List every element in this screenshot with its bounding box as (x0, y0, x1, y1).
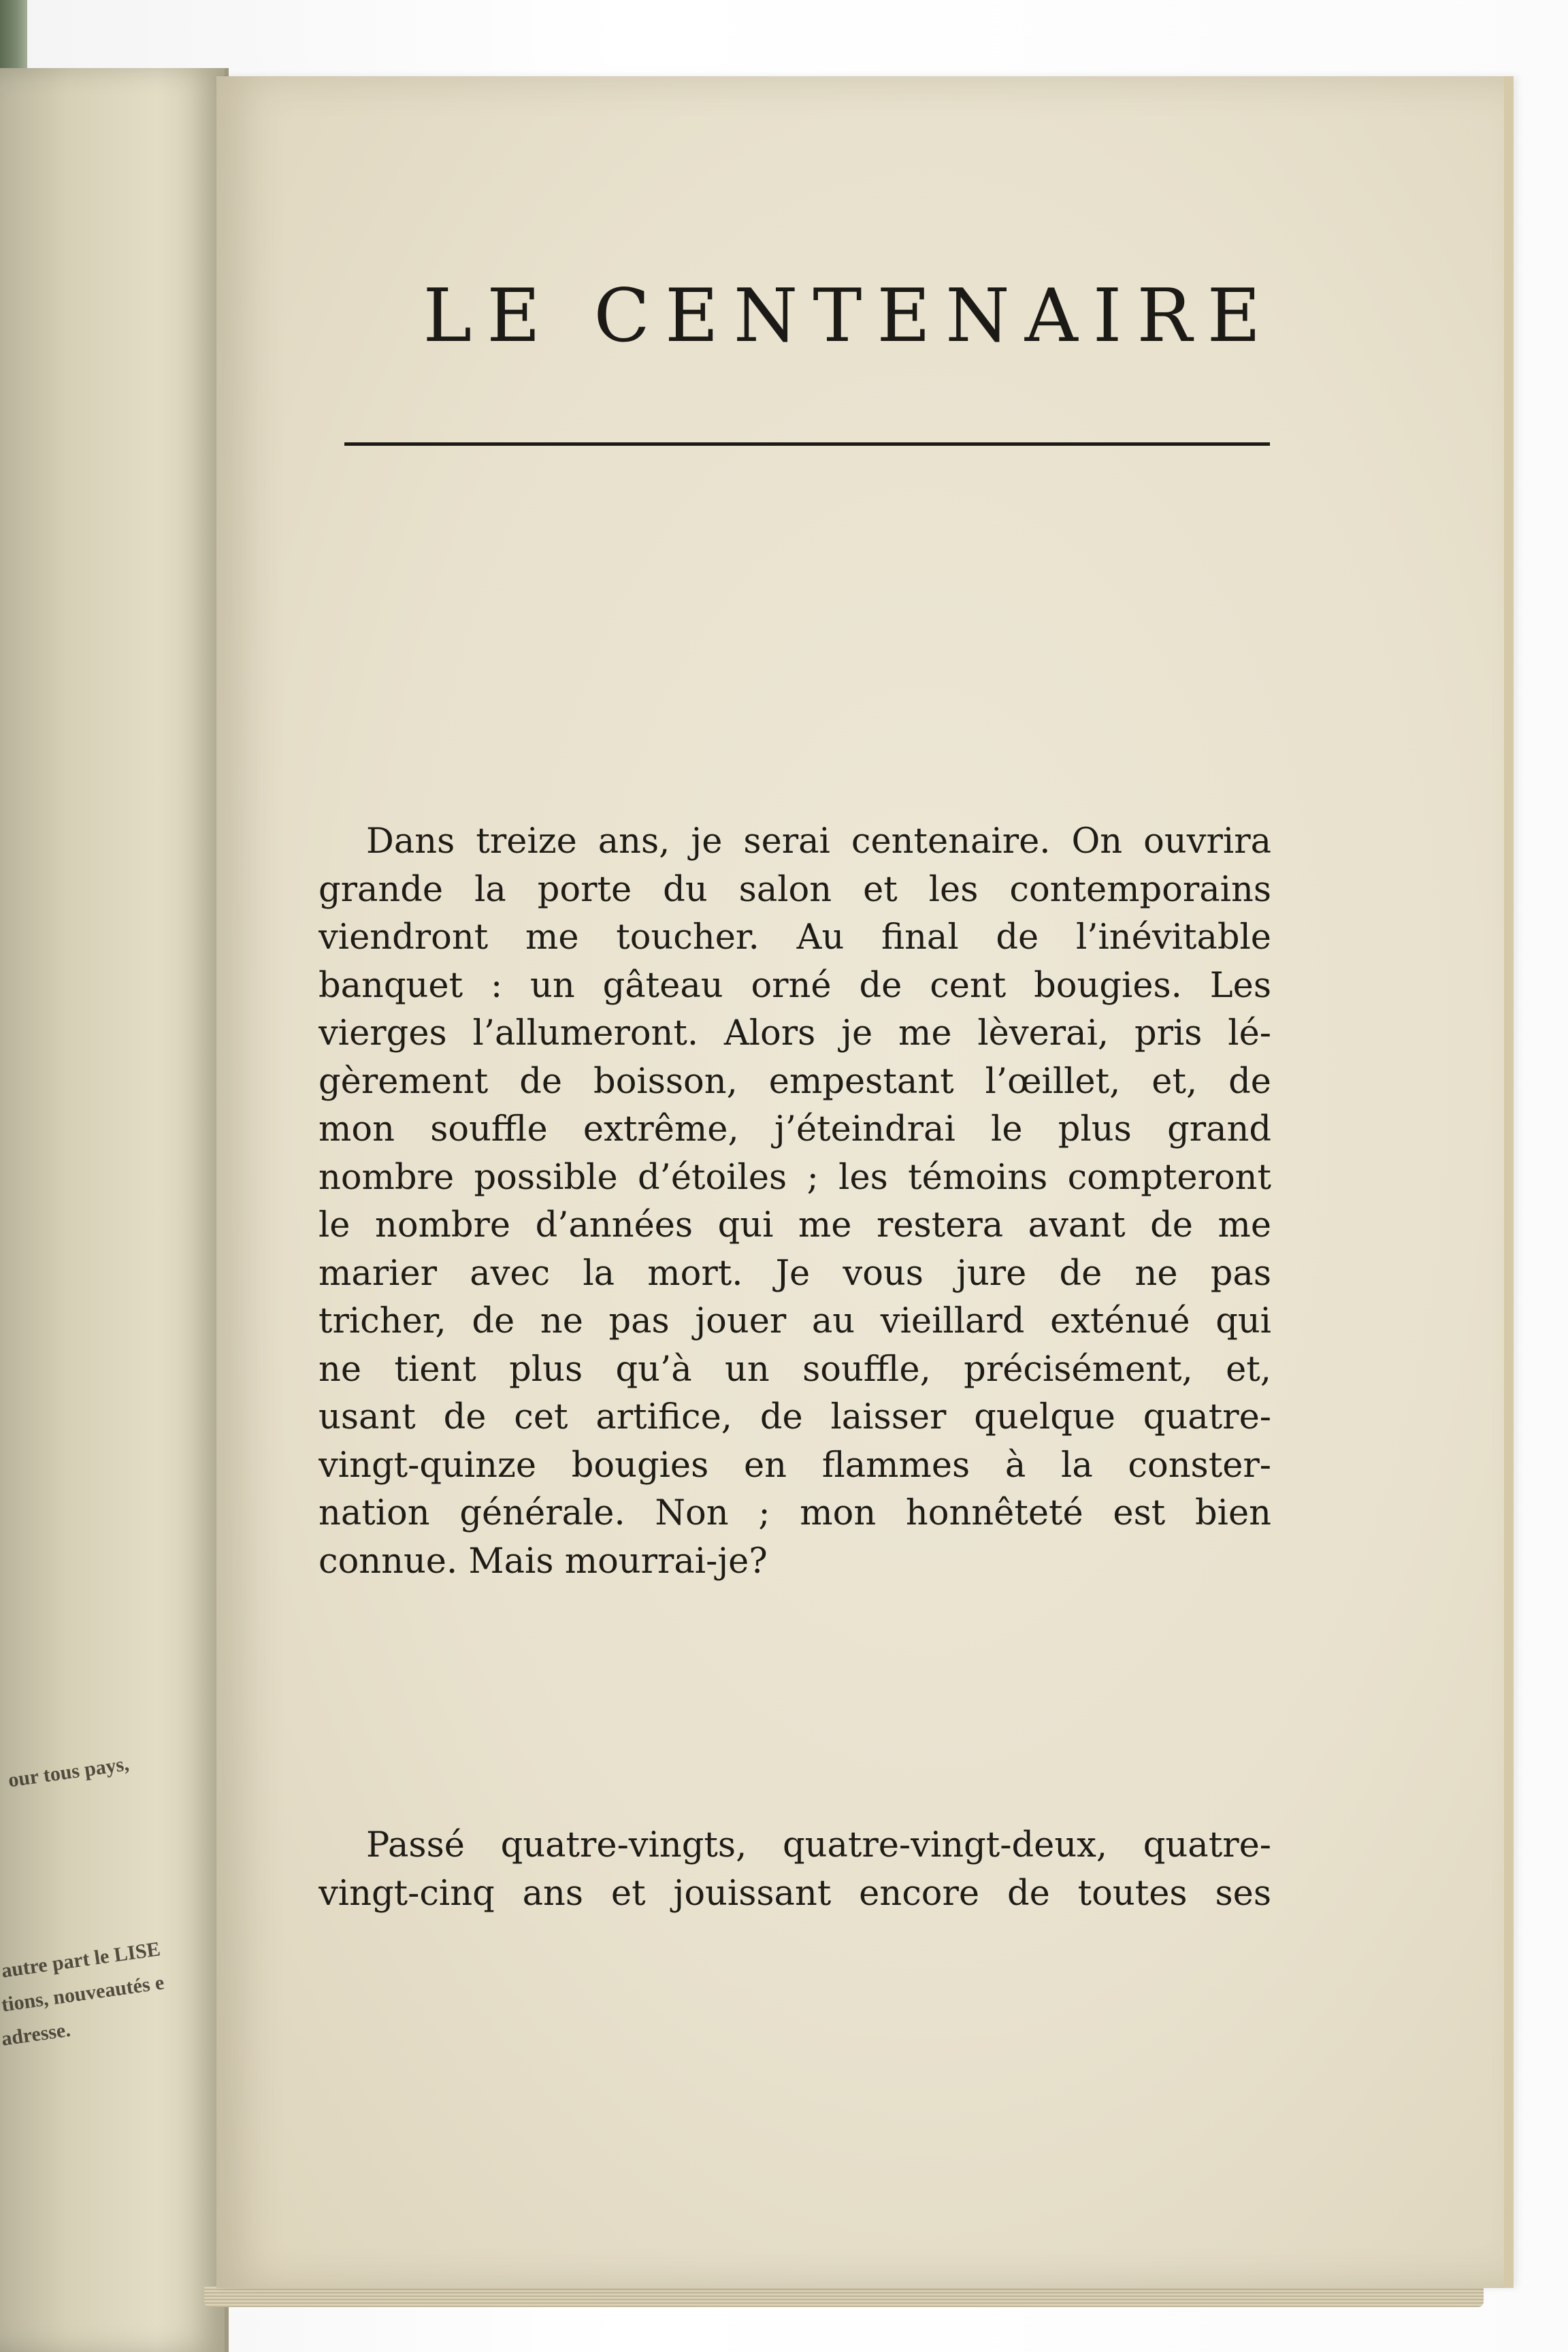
page-edges (204, 2287, 1484, 2307)
text-line: le nombre d’années qui me restera avant de me (318, 1205, 1271, 1245)
left-page-text: adresse. (0, 2018, 72, 2051)
paragraph-1 (318, 818, 1271, 1586)
text-line: usant de cet artifice, de laisser quelque quatre- (318, 1397, 1271, 1437)
text-line: connue. Mais mourrai-je? (318, 1541, 768, 1582)
title-rule (344, 442, 1270, 446)
text-line: nombre possible d’étoiles ; les témoins compteront (318, 1157, 1271, 1198)
text-line: banquet : un gâteau orné de cent bougies. Les (318, 965, 1271, 1006)
text-line: Dans treize ans, je serai centenaire. On ouvrira (366, 821, 1271, 862)
text-line: vingt-cinq ans et jouissant encore de toutes ses (318, 1873, 1271, 1914)
text-line: nation générale. Non ; mon honnêteté est bien (318, 1493, 1271, 1533)
left-page (0, 68, 229, 2352)
left-page-text: autre part le LISE (0, 1938, 162, 1982)
text-line: gèrement de boisson, empestant l’œillet, et, de (318, 1061, 1271, 1102)
text-line: vingt-quinze bougies en flammes à la conster- (318, 1445, 1271, 1486)
text-line: ne tient plus qu’à un souffle, précisément, et, (318, 1349, 1271, 1390)
left-page-text: tions, nouveautés e (0, 1971, 166, 2016)
paragraph-2 (318, 1822, 1271, 1918)
text-line: marier avec la mort. Je vous jure de ne pas (318, 1253, 1271, 1294)
text-line: viendront me toucher. Au final de l’inévitable (318, 917, 1271, 958)
text-line: vierges l’allumeront. Alors je me lèverai, pris lé- (318, 1013, 1271, 1054)
text-line: Passé quatre-vingts, quatre-vingt-deux, quatre- (366, 1825, 1271, 1865)
chapter-title: LE CENTENAIRE (423, 274, 1276, 359)
left-page-text: our tous pays, (7, 1752, 131, 1792)
text-line: grande la porte du salon et les contemporains (318, 869, 1271, 910)
right-page (216, 76, 1514, 2288)
text-line: mon souffle extrême, j’éteindrai le plus grand (318, 1109, 1271, 1149)
text-line: tricher, de ne pas jouer au vieillard exténué qui (318, 1301, 1271, 1341)
